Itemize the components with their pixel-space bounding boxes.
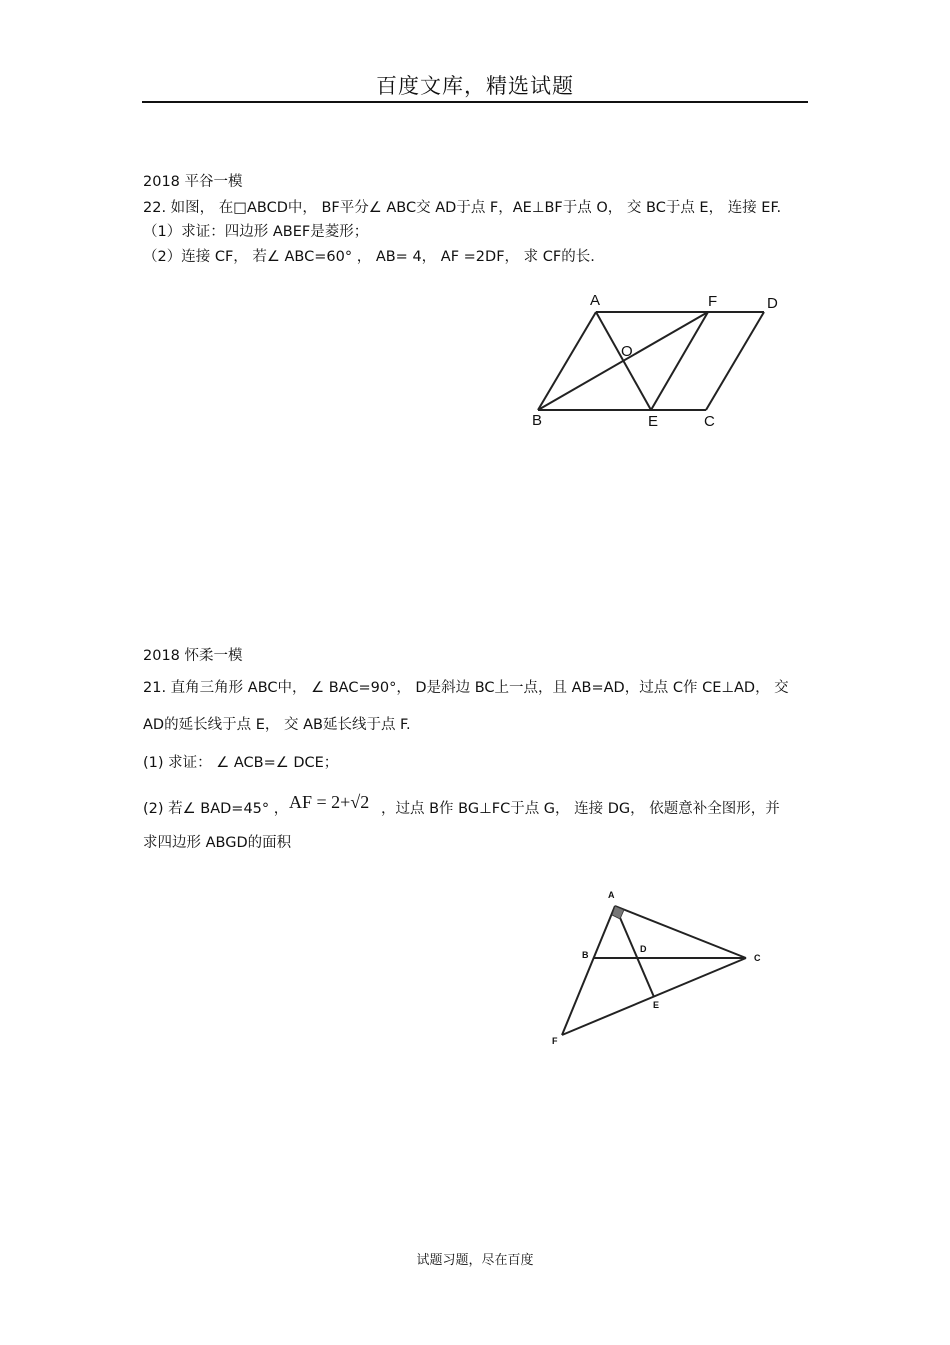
label-E: E <box>653 1000 660 1010</box>
problem2-part1: (1) 求证： ∠ ACB=∠ DCE； <box>143 755 339 771</box>
label-D: D <box>640 944 647 954</box>
problem2-statement: 21. 直角三角形 ABC中， ∠ BAC=90°， D是斜边 BC上一点，且 AB=AD，过点 C作 CE⊥AD， 交 <box>143 680 789 696</box>
label-A: A <box>608 890 615 900</box>
label-F: F <box>552 1036 558 1046</box>
problem1-source: 2018 平谷一模 <box>143 174 243 190</box>
label-F: F <box>708 293 718 310</box>
problem1-statement: 22. 如图， 在□ABCD中， BF平分∠ ABC交 AD于点 F，AE⊥BF于点 O， 交 BC于点 E， 连接 EF. <box>143 200 782 216</box>
page-footer: 试题习题，尽在百度 <box>416 1253 534 1268</box>
label-D: D <box>767 295 778 312</box>
problem2-statement-cont: AD的延长线于点 E， 交 AB延长线于点 F. <box>143 717 411 733</box>
problem1-part1: （1）求证：四边形 ABEF是菱形； <box>143 224 369 240</box>
problem2-figure-lines <box>562 906 746 1035</box>
label-E: E <box>648 413 659 430</box>
label-C: C <box>704 413 715 430</box>
label-A: A <box>590 292 601 309</box>
label-B: B <box>532 412 543 429</box>
problem1-part2: （2）连接 CF， 若∠ ABC=60° ， AB= 4， AF =2DF， 求 CF的长. <box>143 249 595 265</box>
page-header-title: 百度文库，精选试题 <box>376 74 574 98</box>
problem2-source: 2018 怀柔一模 <box>143 648 243 664</box>
label-C: C <box>754 953 761 963</box>
problem2-part2-end: 求四边形 ABGD的面积 <box>143 835 292 851</box>
problem2-part2-rest: ，过点 B作 BG⊥FC于点 G， 连接 DG， 依题意补全图形，并 <box>381 801 780 817</box>
label-O: O <box>621 343 633 360</box>
label-B: B <box>582 950 589 960</box>
af-formula: AF = 2+√2 <box>289 792 370 812</box>
problem2-part2-intro: (2) 若∠ BAD=45° ， <box>143 801 289 817</box>
